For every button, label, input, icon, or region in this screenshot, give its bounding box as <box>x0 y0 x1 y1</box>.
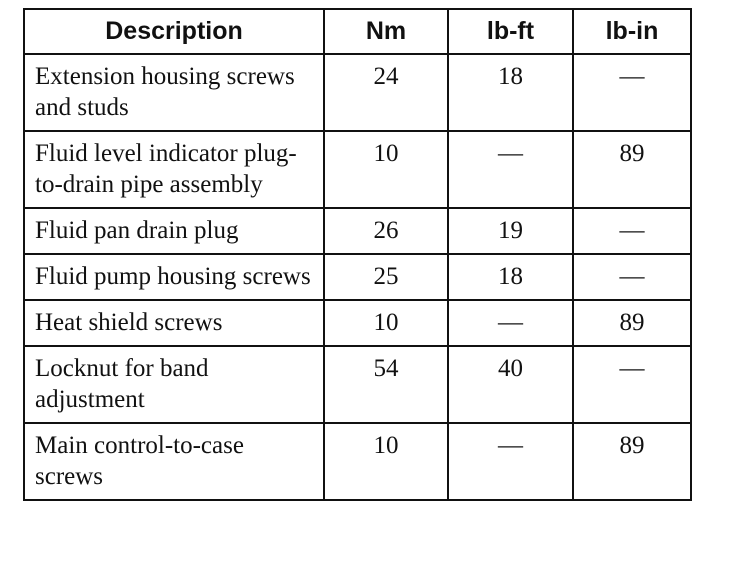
cell-nm: 10 <box>324 131 448 208</box>
cell-lb-ft: — <box>448 131 573 208</box>
cell-lb-in: — <box>573 254 691 300</box>
torque-spec-table <box>23 8 692 501</box>
header-description: Description <box>24 9 324 54</box>
cell-nm: 54 <box>324 346 448 423</box>
table-row <box>24 208 691 254</box>
cell-lb-in: 89 <box>573 131 691 208</box>
header-row <box>24 9 691 54</box>
cell-lb-ft: 18 <box>448 54 573 131</box>
cell-nm: 25 <box>324 254 448 300</box>
cell-nm: 26 <box>324 208 448 254</box>
cell-lb-ft: 18 <box>448 254 573 300</box>
table-row <box>24 423 691 500</box>
cell-lb-ft: 40 <box>448 346 573 423</box>
cell-lb-ft: — <box>448 423 573 500</box>
cell-lb-in: — <box>573 346 691 423</box>
cell-description: Fluid pump housing screws <box>24 254 324 300</box>
cell-nm: 24 <box>324 54 448 131</box>
header-lb-in: lb-in <box>573 9 691 54</box>
table-row <box>24 300 691 346</box>
cell-nm: 10 <box>324 423 448 500</box>
cell-lb-in: 89 <box>573 300 691 346</box>
cell-lb-in: — <box>573 54 691 131</box>
cell-lb-in: — <box>573 208 691 254</box>
cell-description: Extension housing screws and studs <box>24 54 324 131</box>
table-row <box>24 54 691 131</box>
cell-description: Heat shield screws <box>24 300 324 346</box>
header-nm: Nm <box>324 9 448 54</box>
table-row <box>24 131 691 208</box>
cell-description: Fluid pan drain plug <box>24 208 324 254</box>
cell-lb-in: 89 <box>573 423 691 500</box>
table-row <box>24 346 691 423</box>
table-row <box>24 254 691 300</box>
header-lb-ft: lb-ft <box>448 9 573 54</box>
cell-description: Fluid level indicator plug-to-drain pipe assembly <box>24 131 324 208</box>
cell-nm: 10 <box>324 300 448 346</box>
cell-lb-ft: 19 <box>448 208 573 254</box>
cell-description: Main control-to-case screws <box>24 423 324 500</box>
cell-description: Locknut for band adjustment <box>24 346 324 423</box>
cell-lb-ft: — <box>448 300 573 346</box>
